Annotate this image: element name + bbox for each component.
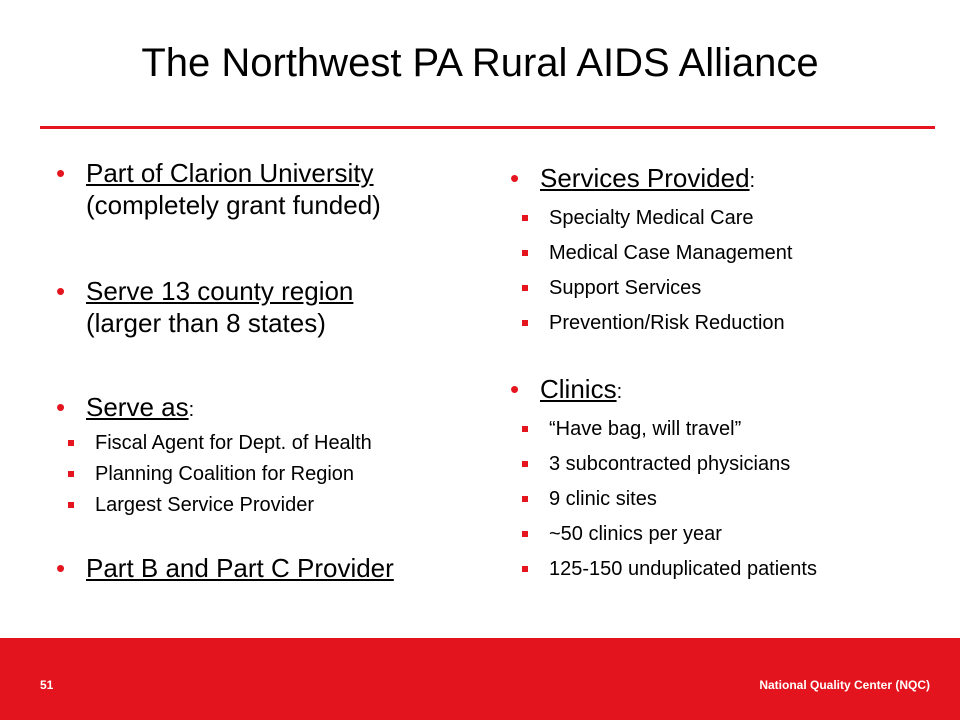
square-bullet-icon <box>522 461 528 467</box>
list-item: 3 subcontracted physicians <box>506 447 926 482</box>
list-item: 9 clinic sites <box>506 482 926 517</box>
slide-title: The Northwest PA Rural AIDS Alliance <box>141 41 819 85</box>
square-bullet-icon <box>522 426 528 432</box>
square-bullet-icon <box>522 531 528 537</box>
bullet-clinics <box>506 373 926 408</box>
square-bullet-icon <box>522 285 528 291</box>
list-item: Planning Coalition for Region <box>52 459 482 490</box>
bullet-serve-as <box>52 391 482 426</box>
list-item: ~50 clinics per year <box>506 517 926 552</box>
list-item: Medical Case Management <box>506 236 926 271</box>
list-item: Support Services <box>506 271 926 306</box>
bullet-colon: : <box>616 381 623 403</box>
page-number: 51 <box>40 678 54 692</box>
title-divider <box>40 126 935 129</box>
bullet-region <box>52 275 482 339</box>
services-list <box>506 201 926 341</box>
list-item: Largest Service Provider <box>52 490 482 521</box>
bullet-heading: Serve as <box>86 392 189 422</box>
bullet-colon: : <box>749 170 756 192</box>
right-column <box>506 162 926 587</box>
left-column <box>52 157 482 584</box>
serve-as-list <box>52 428 482 521</box>
bullet-heading: Clinics <box>540 374 617 404</box>
list-item: “Have bag, will travel” <box>506 412 926 447</box>
list-item: 125-150 unduplicated patients <box>506 552 926 587</box>
bullet-dot: • <box>510 163 520 193</box>
square-bullet-icon <box>522 320 528 326</box>
bullet-subtext: (completely grant funded) <box>86 190 381 220</box>
square-bullet-icon <box>522 566 528 572</box>
list-item: Prevention/Risk Reduction <box>506 306 926 341</box>
bullet-heading: Part B and Part C Provider <box>86 553 394 583</box>
square-bullet-icon <box>68 471 74 477</box>
bullet-dot: • <box>510 374 520 404</box>
footer-organization: National Quality Center (NQC) <box>759 678 930 692</box>
clinics-list <box>506 412 926 587</box>
square-bullet-icon <box>522 215 528 221</box>
square-bullet-icon <box>68 502 74 508</box>
bullet-heading: Services Provided <box>540 163 750 193</box>
list-item: Fiscal Agent for Dept. of Health <box>52 428 482 459</box>
bullet-colon: : <box>188 399 195 421</box>
bullet-dot: • <box>56 158 66 188</box>
square-bullet-icon <box>522 496 528 502</box>
bullet-services <box>506 162 926 197</box>
bullet-dot: • <box>56 553 66 583</box>
bullet-heading: Part of Clarion University <box>86 158 374 188</box>
bullet-heading: Serve 13 county region <box>86 276 354 306</box>
bullet-provider <box>52 552 482 584</box>
bullet-dot: • <box>56 276 66 306</box>
bullet-dot: • <box>56 392 66 422</box>
square-bullet-icon <box>68 440 74 446</box>
bullet-clarion <box>52 157 482 221</box>
square-bullet-icon <box>522 250 528 256</box>
bullet-subtext: (larger than 8 states) <box>86 308 326 338</box>
list-item: Specialty Medical Care <box>506 201 926 236</box>
